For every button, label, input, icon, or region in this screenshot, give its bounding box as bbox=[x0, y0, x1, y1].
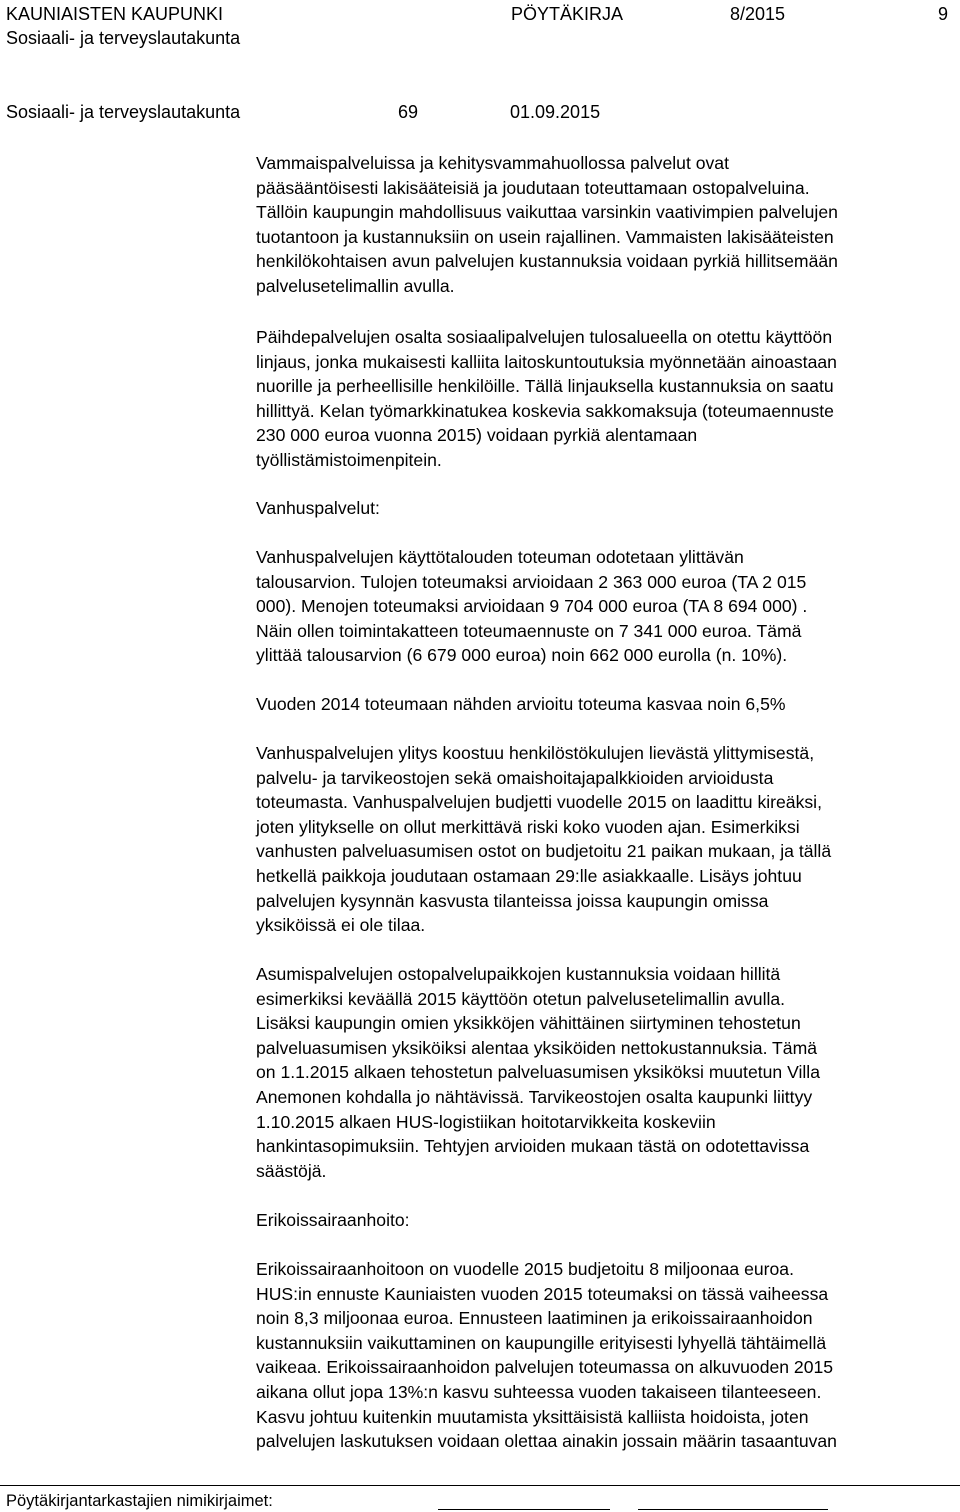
text-line: Vuoden 2014 toteumaan nähden arvioitu toteuma kasvaa noin 6,5% bbox=[256, 694, 786, 714]
text-line: kustannuksiin vaikuttaminen on kaupungille erityisesti lyhyellä tähtäimellä bbox=[256, 1332, 827, 1353]
text-line: 230 000 euroa vuonna 2015) voidaan pyrkiä alentamaan bbox=[256, 425, 698, 446]
org-name: KAUNIAISTEN KAUPUNKI bbox=[6, 4, 224, 24]
paragraph-growth bbox=[256, 692, 956, 717]
text-line: nuorille ja perheellisille henkilöille. Tällä linjauksella kustannuksia on saatu bbox=[256, 376, 834, 397]
text-line: Päihdepalvelujen osalta sosiaalipalvelujen tulosalueella on otettu käyttöön bbox=[256, 327, 833, 347]
text-line: Kasvu johtuu kuitenkin muutamista yksittäisistä kalliista hoidoista, joten bbox=[256, 1406, 809, 1427]
meeting-date: 01.09.2015 bbox=[510, 102, 601, 122]
signature-line-2 bbox=[638, 1509, 828, 1510]
doc-number: 8/2015 bbox=[730, 4, 786, 24]
text-line: säästöjä. bbox=[256, 1160, 327, 1181]
text-line: linjaus, jonka mukaisesti kalliita laitoskuntoutuksia myönnetään ainoastaan bbox=[256, 351, 837, 372]
paragraph-housing-services bbox=[256, 962, 956, 1183]
text-line: Vammaispalveluissa ja kehitysvammahuollossa palvelut ovat bbox=[256, 153, 729, 173]
text-line: Lisäksi kaupungin omien yksikköjen vähittäinen siirtyminen tehostetun bbox=[256, 1013, 801, 1034]
text-line: toteumasta. Vanhuspalvelujen budjetti vuodelle 2015 on laadittu kireäksi, bbox=[256, 792, 822, 813]
paragraph-elderly-overrun bbox=[256, 741, 956, 938]
section-heading: Vanhuspalvelut: bbox=[256, 498, 380, 518]
heading-elderly-services bbox=[256, 496, 956, 521]
text-line: Vanhuspalvelujen ylitys koostuu henkilöstökulujen lievästä ylittymisestä, bbox=[256, 743, 815, 763]
paragraph-specialized-care bbox=[256, 1257, 956, 1454]
committee-name: Sosiaali- ja terveyslautakunta bbox=[6, 28, 241, 48]
text-line: noin 8,3 miljoonaa euroa. Ennusteen laatiminen ja erikoissairaanhoidon bbox=[256, 1308, 813, 1329]
text-line: yksiköissä ei ole tilaa. bbox=[256, 915, 426, 936]
text-line: ylittää talousarvion (6 679 000 euroa) noin 662 000 eurolla (n. 10%). bbox=[256, 645, 788, 666]
text-line: Erikoissairaanhoitoon on vuodelle 2015 budjetoitu 8 miljoonaa euroa. bbox=[256, 1259, 794, 1279]
page-number: 9 bbox=[938, 4, 949, 24]
text-line: 1.10.2015 alkaen HUS-logistiikan hoitotarvikkeita koskeviin bbox=[256, 1111, 716, 1132]
doc-type: PÖYTÄKIRJA bbox=[511, 4, 624, 24]
section-heading: Erikoissairaanhoito: bbox=[256, 1210, 410, 1230]
text-line: Asumispalvelujen ostopalvelupaikkojen kustannuksia voidaan hillitä bbox=[256, 964, 781, 984]
paragraph-substance-services bbox=[256, 325, 956, 473]
text-line: aikana ollut jopa 13%:n kasvu suhteessa vuoden takaiseen tilanteeseen. bbox=[256, 1381, 822, 1402]
text-line: palvelujen laskutuksen voidaan olettaa ainakin jossain määrin tasaantuvan bbox=[256, 1431, 837, 1452]
text-line: henkilökohtaisen avun palvelujen kustannuksia voidaan pyrkiä hillitsemään bbox=[256, 251, 838, 272]
signature-line-1 bbox=[438, 1509, 610, 1510]
paragraph-elderly-budget bbox=[256, 545, 956, 668]
text-line: pääsääntöisesti lakisääteisiä ja joudutaan toteuttamaan ostopalveluina. bbox=[256, 177, 810, 198]
text-line: palvelu- ja tarvikeostojen sekä omaishoitajapalkkioiden arvioidusta bbox=[256, 767, 774, 788]
meeting-committee: Sosiaali- ja terveyslautakunta bbox=[6, 102, 241, 122]
text-line: palvelusetelimallin avulla. bbox=[256, 275, 455, 296]
text-line: palvelujen kysynnän kasvusta tilanteissa joissa kaupungin omissa bbox=[256, 890, 769, 911]
footer-divider bbox=[0, 1485, 960, 1486]
text-line: talousarvion. Tulojen toteumaksi arvioidaan 2 363 000 euroa (TA 2 015 bbox=[256, 571, 807, 592]
paragraph-disability-services bbox=[256, 151, 956, 299]
text-line: vanhusten palveluasumisen ostot on budjetoitu 21 paikan mukaan, ja tällä bbox=[256, 841, 832, 862]
text-line: Näin ollen toimintakatteen toteumaennuste on 7 341 000 euroa. Tämä bbox=[256, 620, 802, 641]
text-line: tuotantoon ja kustannuksiin on usein rajallinen. Vammaisten lakisääteisten bbox=[256, 226, 834, 247]
text-line: on 1.1.2015 alkaen tehostetun palveluasumisen yksiköksi muutetun Villa bbox=[256, 1062, 821, 1083]
text-line: Anemonen kohdalla jo nähtävissä. Tarvikeostojen osalta kaupunki liittyy bbox=[256, 1086, 813, 1107]
text-line: joten ylitykselle on ollut merkittävä riski koko vuoden ajan. Esimerkiksi bbox=[256, 816, 800, 837]
text-line: vaikeaa. Erikoissairaanhoidon palvelujen toteumassa on alkuvuoden 2015 bbox=[256, 1357, 834, 1378]
text-line: työllistämistoimenpitein. bbox=[256, 449, 442, 470]
text-line: Vanhuspalvelujen käyttötalouden toteuman odotetaan ylittävän bbox=[256, 547, 744, 567]
text-line: 000). Menojen toteumaksi arvioidaan 9 704 000 euroa (TA 8 694 000) . bbox=[256, 596, 808, 617]
text-line: hetkellä paikkoja joudutaan ostamaan 29:lle asiakkaalle. Lisäys johtuu bbox=[256, 865, 802, 886]
heading-specialized-care bbox=[256, 1208, 956, 1233]
text-line: palveluasumisen yksiköiksi alentaa yksiköiden nettokustannuksia. Tämä bbox=[256, 1037, 818, 1058]
signature-label: Pöytäkirjantarkastajien nimikirjaimet: bbox=[6, 1492, 273, 1510]
text-line: hillittyä. Kelan työmarkkinatukea koskevia sakkomaksuja (toteumaennuste bbox=[256, 400, 834, 421]
text-line: Tällöin kaupungin mahdollisuus vaikuttaa varsinkin vaativimpien palvelujen bbox=[256, 202, 838, 223]
section-number: 69 bbox=[398, 102, 419, 122]
text-line: hankintasopimuksiin. Tehtyjen arvioiden mukaan tästä on odotettavissa bbox=[256, 1136, 810, 1157]
text-line: esimerkiksi keväällä 2015 käyttöön otetun palvelusetelimallin avulla. bbox=[256, 988, 786, 1009]
text-line: HUS:in ennuste Kauniaisten vuoden 2015 toteumaksi on tässä vaiheessa bbox=[256, 1283, 829, 1304]
